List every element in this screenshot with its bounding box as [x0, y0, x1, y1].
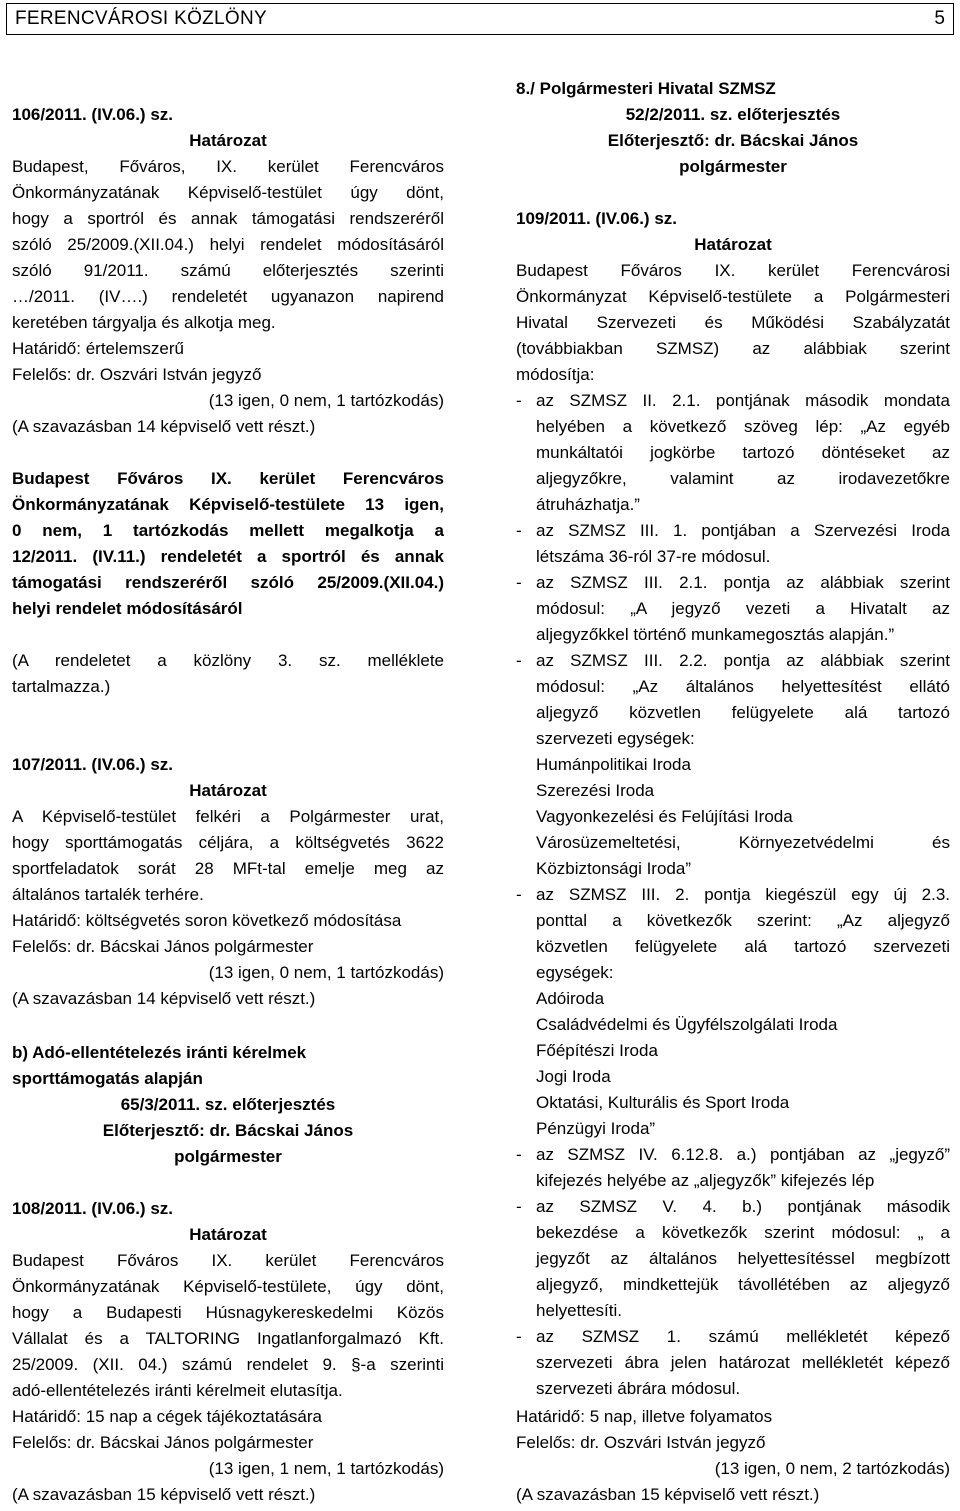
resolution-heading: Határozat: [189, 781, 267, 800]
responsible-person: Felelős: dr. Oszvári István jegyző: [12, 365, 262, 384]
resolution-text-line: Hivatal Szervezeti és Működési Szabályzatát: [516, 313, 950, 332]
list-item-line: módosul: „Az általános helyettesítést ellátó: [536, 677, 950, 696]
list-dash: -: [516, 1197, 522, 1216]
resolution-text-line: (továbbiakban SZMSZ) az alábbiak szerint: [516, 339, 950, 358]
list-dash: -: [516, 391, 522, 410]
page-header: [6, 3, 954, 35]
presenter-title: polgármester: [679, 157, 787, 176]
list-item-line: egységek:: [536, 963, 614, 982]
resolution-heading: Határozat: [694, 235, 772, 254]
resolution-text-line: módosítja:: [516, 365, 595, 384]
list-item-line: az SZMSZ II. 2.1. pontjának második mondata: [536, 391, 950, 410]
resolution-number: 107/2011. (IV.06.) sz.: [12, 755, 173, 774]
responsible-person: Felelős: dr. Oszvári István jegyző: [516, 1433, 766, 1452]
deadline: Határidő: 15 nap a cégek tájékoztatására: [12, 1407, 322, 1426]
vote-result: (13 igen, 0 nem, 1 tartózkodás): [208, 963, 444, 982]
responsible-person: Felelős: dr. Bácskai János polgármester: [12, 1433, 314, 1452]
resolution-heading: Határozat: [189, 1225, 267, 1244]
list-item-line: az SZMSZ III. 2.2. pontja az alábbiak szerint: [536, 651, 950, 670]
list-item-line: helyettesíti.: [536, 1301, 622, 1320]
decree-text-line: helyi rendelet módosításáról: [12, 599, 243, 618]
vote-result: (13 igen, 1 nem, 1 tartózkodás): [208, 1459, 444, 1478]
list-item-line: jegyzőt az általános helyettesítéssel megbízott: [536, 1249, 950, 1268]
resolution-text-line: Önkormányzatának Képviselő-testülete, úgy dönt,: [12, 1277, 444, 1296]
list-item-line: módosul: „A jegyző vezeti a Hivatalt az: [536, 599, 950, 618]
list-item-line: kifejezés helyébe az „aljegyzők” kifejezés lép: [536, 1171, 875, 1190]
resolution-text-line: keretében tárgyalja és alkotja meg.: [12, 313, 276, 332]
decree-text-line: 0 nem, 1 tartózkodás mellett megalkotja a: [12, 521, 444, 540]
page-number: 5: [934, 8, 945, 29]
list-item-line: aljegyző, mindkettejük távollétében az aljegyző: [536, 1275, 950, 1294]
resolution-text-line: Önkormányzat Képviselő-testülete a Polgármesteri: [516, 287, 950, 306]
presenter: Előterjesztő: dr. Bácskai János: [102, 1121, 354, 1140]
list-item-line: átruházhatja.”: [536, 495, 640, 514]
proposal-number: 52/2/2011. sz. előterjesztés: [625, 105, 841, 124]
resolution-heading: Határozat: [189, 131, 267, 150]
resolution-text-line: szóló 91/2011. számú előterjesztés szerinti: [12, 261, 444, 280]
resolution-text-line: sportfeladatok sorát 28 MFt-tal emelje meg az: [12, 859, 444, 878]
list-item-line: ponttal a következők szerint: „Az aljegyző: [536, 911, 950, 930]
list-item-line: Pénzügyi Iroda”: [536, 1119, 656, 1138]
list-item-line: Adóiroda: [536, 989, 605, 1008]
list-dash: -: [516, 885, 522, 904]
list-item-line: Városüzemeltetési, Környezetvédelmi és: [536, 833, 950, 852]
list-dash: -: [516, 1327, 522, 1346]
list-item-line: Humánpolitikai Iroda: [536, 755, 691, 774]
list-item-line: Családvédelmi és Ügyfélszolgálati Iroda: [536, 1015, 838, 1034]
section-title: b) Adó-ellentételezés iránti kérelmek: [12, 1043, 307, 1062]
resolution-text-line: Budapest Főváros IX. kerület Ferencváros: [12, 1251, 444, 1270]
resolution-text-line: általános tartalék terhére.: [12, 885, 204, 904]
list-item-line: az SZMSZ V. 4. b.) pontjának második: [536, 1197, 950, 1216]
list-item-line: munkáltatói jogkörbe tartozó döntéseket az: [536, 443, 950, 462]
list-item-line: Szerezési Iroda: [536, 781, 655, 800]
list-item-line: az SZMSZ III. 2. pontja kiegészül egy új 2.3.: [536, 885, 950, 904]
resolution-text-line: Vállalat és a TALTORING Ingatlanforgalmazó Kft.: [12, 1329, 444, 1348]
vote-participation: (A szavazásban 14 képviselő vett részt.): [12, 989, 316, 1008]
list-dash: -: [516, 573, 522, 592]
list-item-line: az SZMSZ III. 2.1. pontja az alábbiak szerint: [536, 573, 950, 592]
resolution-text-line: Budapest, Főváros, IX. kerület Ferencváros: [12, 157, 444, 176]
resolution-number: 108/2011. (IV.06.) sz.: [12, 1199, 173, 1218]
deadline: Határidő: értelemszerű: [12, 339, 184, 358]
vote-participation: (A szavazásban 14 képviselő vett részt.): [12, 417, 316, 436]
list-dash: -: [516, 521, 522, 540]
vote-participation: (A szavazásban 15 képviselő vett részt.): [516, 1485, 820, 1504]
list-item-line: aljegyzőkre, valamint az irodavezetőkre: [536, 469, 950, 488]
resolution-text-line: Budapest Főváros IX. kerület Ferencvárosi: [516, 261, 950, 280]
list-item-line: Közbiztonsági Iroda”: [536, 859, 691, 878]
resolution-text-line: szóló 25/2009.(XII.04.) helyi rendelet módosításáról: [12, 235, 444, 254]
resolution-text-line: hogy sporttámogatás céljára, a költségvetés 3622: [12, 833, 444, 852]
list-item-line: szervezeti ábrára módosul.: [536, 1379, 741, 1398]
presenter-title: polgármester: [174, 1147, 282, 1166]
deadline: Határidő: költségvetés soron következő módosítása: [12, 911, 402, 930]
vote-result: (13 igen, 0 nem, 2 tartózkodás): [714, 1459, 950, 1478]
section-title: sporttámogatás alapján: [12, 1069, 203, 1088]
resolution-text-line: adó-ellentételezés iránti kérelmeit elutasítja.: [12, 1381, 343, 1400]
deadline: Határidő: 5 nap, illetve folyamatos: [516, 1407, 773, 1426]
decree-text-line: 12/2011. (IV.11.) rendeletét a sportról és annak: [12, 547, 444, 566]
list-item-line: az SZMSZ IV. 6.12.8. a.) pontjában az „jegyző”: [536, 1145, 950, 1164]
proposal-number: 65/3/2011. sz. előterjesztés: [120, 1095, 336, 1114]
list-item-line: Oktatási, Kulturális és Sport Iroda: [536, 1093, 790, 1112]
decree-text-line: Budapest Főváros IX. kerület Ferencváros: [12, 469, 444, 488]
list-dash: -: [516, 1145, 522, 1164]
list-item-line: Vagyonkezelési és Felújítási Iroda: [536, 807, 793, 826]
resolution-text-line: 25/2009. (XII. 04.) számú rendelet 9. §-a szerinti: [12, 1355, 444, 1374]
list-item-line: aljegyzőkkel történő munkamegosztás alapján.”: [536, 625, 895, 644]
list-item-line: Jogi Iroda: [536, 1067, 611, 1086]
resolution-text-line: …/2011. (IV….) rendeletét ugyanazon napirend: [12, 287, 444, 306]
list-item-line: bekezdése a következők szerint módosul: „ a: [536, 1223, 950, 1242]
list-item-line: helyében a következő szöveg lép: „Az egyéb: [536, 417, 950, 436]
presenter: Előterjesztő: dr. Bácskai János: [607, 131, 859, 150]
resolution-text-line: Önkormányzatának Képviselő-testület úgy dönt,: [12, 183, 444, 202]
responsible-person: Felelős: dr. Bácskai János polgármester: [12, 937, 314, 956]
resolution-number: 106/2011. (IV.06.) sz.: [12, 105, 173, 124]
list-item-line: Főépítészi Iroda: [536, 1041, 658, 1060]
resolution-text-line: hogy a Budapesti Húsnagykereskedelmi Közös: [12, 1303, 444, 1322]
list-item-line: szervezeti ábra jelen határozat mellékletét képező: [536, 1353, 950, 1372]
list-item-line: közvetlen felügyelete alá tartozó szervezeti: [536, 937, 950, 956]
publication-title: FERENCVÁROSI KÖZLÖNY: [15, 8, 267, 29]
list-item-line: aljegyző közvetlen felügyelete alá tartozó: [536, 703, 950, 722]
resolution-text-line: A Képviselő-testület felkéri a Polgármester urat,: [12, 807, 444, 826]
vote-result: (13 igen, 0 nem, 1 tartózkodás): [208, 391, 444, 410]
decree-note: (A rendeletet a közlöny 3. sz. melléklete: [12, 651, 444, 670]
vote-participation: (A szavazásban 15 képviselő vett részt.): [12, 1485, 316, 1504]
decree-text-line: támogatási rendszeréről szóló 25/2009.(XII.04.): [12, 573, 444, 592]
list-dash: -: [516, 651, 522, 670]
decree-text-line: Önkormányzatának Képviselő-testülete 13 igen,: [12, 495, 444, 514]
list-item-line: szervezeti egységek:: [536, 729, 695, 748]
list-item-line: létszáma 36-ról 37-re módosul.: [536, 547, 771, 566]
list-item-line: az SZMSZ III. 1. pontjában a Szervezési Iroda: [536, 521, 950, 540]
section-title: 8./ Polgármesteri Hivatal SZMSZ: [516, 79, 776, 98]
resolution-text-line: hogy a sportról és annak támogatási rendszeréről: [12, 209, 444, 228]
resolution-number: 109/2011. (IV.06.) sz.: [516, 209, 677, 228]
list-item-line: az SZMSZ 1. számú mellékletét képező: [536, 1327, 950, 1346]
decree-note: tartalmazza.): [12, 677, 111, 696]
